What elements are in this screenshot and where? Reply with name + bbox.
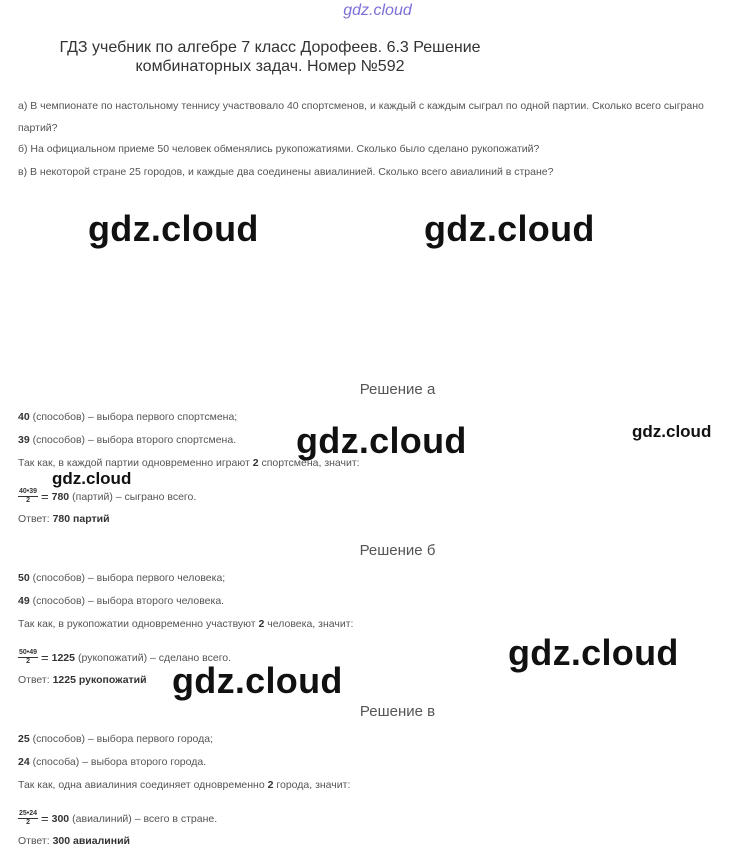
solution-a-line3: Так как, в каждой партии одновременно играют 2 спортсмена, значит: (18, 457, 360, 469)
solution-c-line1: 25 (способов) – выбора первого города; (18, 733, 214, 745)
solution-a-answer: Ответ: 780 партий (18, 513, 110, 525)
solution-b-line3: Так как, в рукопожатии одновременно участвуют 2 человека, значит: (18, 618, 354, 630)
task-a-text: а) В чемпионате по настольному теннису участвовало 40 спортсменов, и каждый с каждым сыграл по одной партии. Сколько всего сыграно партий? (18, 100, 704, 134)
solution-a-formula: $\frac{40•39}{2}$ = 780 (партий) – сыграно всего. (19, 488, 197, 504)
solution-b-line2: 49 (способов) – выбора второго человека. (18, 595, 225, 607)
fraction: $\frac{25•24}{2}$ (19, 810, 38, 826)
solution-c-line3: Так как, одна авиалиния соединяет одновременно 2 города, значит: (18, 779, 351, 791)
solution-c-heading: Решение в (359, 703, 436, 720)
task-c-text: в) В некоторой стране 25 городов, и каждые два соединены авиалинией. Сколько всего авиалиний в стране? (18, 166, 554, 178)
fraction: $\frac{40•39}{2}$ (19, 488, 38, 504)
watermark: gdz.cloud (296, 420, 467, 461)
fraction: $\frac{50•49}{2}$ (19, 649, 38, 665)
page-title: ГДЗ учебник по алгебре 7 класс Дорофеев. 6.3 Решение комбинаторных задач. Номер №592 (59, 39, 481, 75)
solution-b-formula: $\frac{50•49}{2}$ = 1225 (рукопожатий) – сделано всего. (19, 649, 232, 665)
solution-c-answer: Ответ: 300 авиалиний (18, 835, 130, 847)
watermark: gdz.cloud (88, 208, 259, 249)
watermark: gdz.cloud (632, 422, 712, 441)
solution-c-formula: $\frac{25•24}{2}$ = 300 (авиалиний) – всего в стране. (19, 810, 218, 826)
site-brand-link[interactable]: gdz.cloud (343, 2, 412, 19)
solution-c-line2: 24 (способа) – выбора второго города. (18, 756, 207, 768)
solution-b-heading: Решение б (359, 542, 436, 559)
solution-b-answer: Ответ: 1225 рукопожатий (18, 674, 147, 686)
solution-b-line1: 50 (способов) – выбора первого человека; (18, 572, 226, 584)
watermark: gdz.cloud (508, 632, 679, 673)
watermark: gdz.cloud (52, 469, 132, 488)
watermark: gdz.cloud (424, 208, 595, 249)
solution-a-line1: 40 (способов) – выбора первого спортсмена; (18, 411, 238, 423)
solution-a-line2: 39 (способов) – выбора второго спортсмена. (18, 434, 237, 446)
task-b-text: б) На официальном приеме 50 человек обменялись рукопожатиями. Сколько было сделано рукопожатий? (18, 143, 540, 155)
watermark: gdz.cloud (172, 660, 343, 701)
solution-a-heading: Решение а (359, 381, 436, 398)
